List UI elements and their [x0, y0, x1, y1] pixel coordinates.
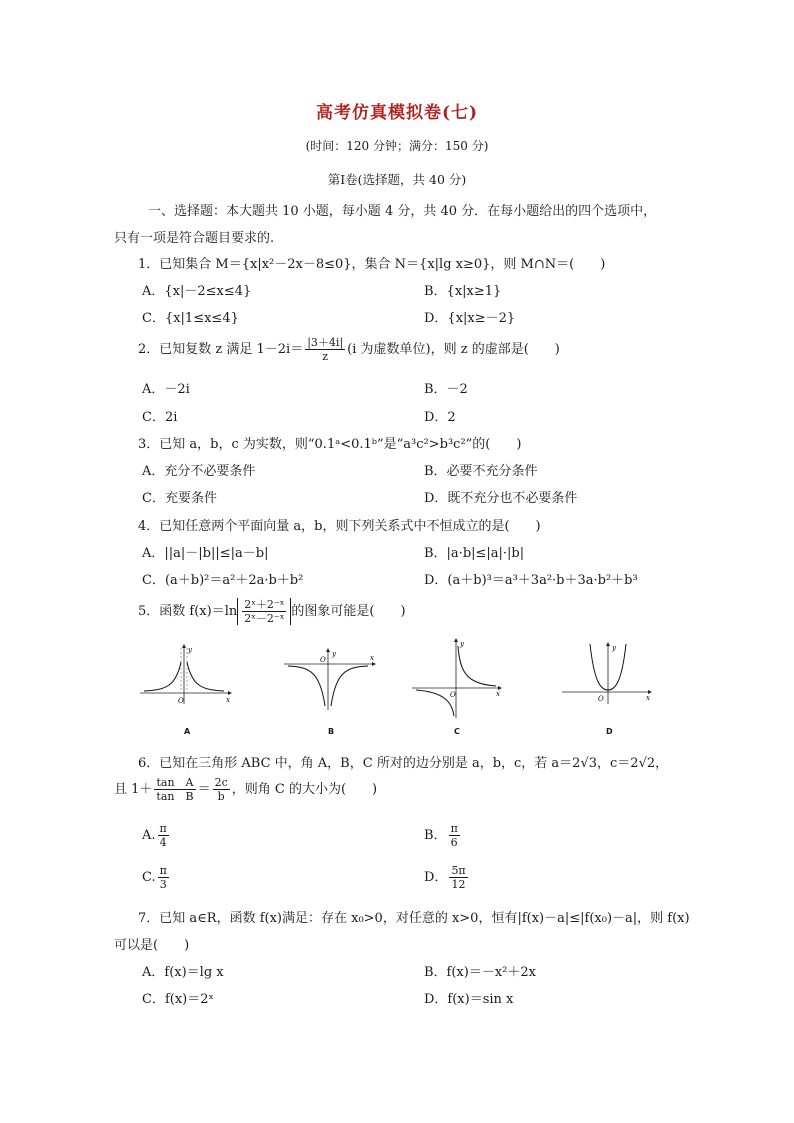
- q3-option-d: D．既不充分也不必要条件: [424, 491, 578, 506]
- q6-option-b: [424, 822, 462, 849]
- graph-a: [138, 642, 234, 706]
- q6-option-a: [142, 822, 171, 849]
- q7-option-b: B．f(x)＝－x²＋2x: [424, 965, 536, 980]
- q5-frac-num: 2ˣ＋2⁻ˣ: [244, 598, 285, 611]
- q6-pre: 且 1＋: [114, 782, 153, 797]
- graph-a-x-arrow: [228, 691, 232, 695]
- q5-stem: [138, 598, 406, 625]
- q5-abs-bars: [237, 598, 291, 625]
- q3-stem: 3．已知 a，b，c 为实数，则“0.1ᵃ<0.1ᵇ”是“a³c²>b³c²”的( ): [138, 437, 522, 452]
- q6-line-1: 6．已知在三角形 ABC 中，角 A，B，C 所对的边分别是 a，b，c，若 a＝2√3，c＝2√2，: [138, 756, 669, 771]
- graph-b-curve-right: [331, 666, 368, 706]
- graph-a-curve-right: [187, 662, 224, 691]
- page-title: 高考仿真模拟卷(七): [315, 103, 479, 123]
- q6-option-d: [424, 864, 470, 891]
- q7-line-2: 可以是( ): [114, 938, 190, 953]
- q5-stem-post: 的图象可能是( ): [291, 604, 406, 619]
- q2-frac-num: |3＋4i|: [307, 336, 344, 349]
- q6-c-den: 3: [159, 878, 167, 891]
- graph-c-origin: O: [450, 691, 456, 699]
- q2-option-c: C．2i: [142, 410, 178, 425]
- q1-option-b: B．{x|x≥1}: [424, 284, 502, 299]
- q2-stem-pre: 2．已知复数 z 满足 1－2i＝: [138, 342, 304, 357]
- q6-d-letter: D．: [424, 870, 448, 885]
- q6-a-letter: A.: [142, 828, 156, 843]
- graph-a-curve-left: [144, 662, 181, 691]
- graph-b-x-arrow: [372, 662, 376, 666]
- graph-c-curve-right: [458, 646, 496, 686]
- q6-frac2-num: 2c: [214, 776, 228, 789]
- q6-post: ，则角 C 的大小为( ): [231, 782, 378, 797]
- q2-option-b: B．－2: [424, 382, 468, 397]
- q4-option-b: B．|a·b|≤|a|·|b|: [424, 546, 525, 561]
- graph-c-label: C: [454, 727, 460, 736]
- q1-option-d: D．{x|x≥－2}: [424, 311, 516, 326]
- graph-b-x-label: x: [370, 654, 374, 662]
- q6-fraction-2c: [213, 776, 230, 803]
- q6-eq: ＝: [197, 782, 211, 797]
- q6-d-frac: [449, 864, 467, 891]
- graph-a-origin: O: [178, 697, 184, 705]
- q5-fraction: [242, 598, 286, 625]
- q4-option-c: C．(a＋b)²＝a²＋2a·b＋b²: [142, 573, 304, 588]
- graph-a-y-label: y: [188, 646, 192, 654]
- q4-option-d: D．(a＋b)³＝a³＋3a²·b＋3a·b²＋b³: [424, 573, 638, 588]
- q6-frac-den: tan B: [156, 790, 194, 803]
- q5-stem-pre: 5．函数 f(x)＝ln: [138, 604, 238, 619]
- q1-option-a: A．{x|－2≤x≤4}: [142, 284, 252, 299]
- graph-b-label: B: [328, 727, 335, 736]
- q7-option-c: C．f(x)＝2ˣ: [142, 992, 215, 1007]
- graph-d-y-arrow: [606, 642, 610, 646]
- graph-c: [410, 636, 506, 720]
- graph-a-label: A: [184, 727, 191, 736]
- graph-b-origin: O: [320, 656, 326, 664]
- q6-line-2: [114, 776, 377, 803]
- q6-a-frac: [158, 822, 169, 849]
- exam-meta: (时间：120 分钟；满分：150 分): [305, 139, 489, 153]
- graph-b-y-label: y: [332, 650, 336, 658]
- q6-a-den: 4: [159, 836, 167, 849]
- graph-b: [282, 646, 378, 712]
- graph-d-y-label: y: [612, 644, 616, 652]
- graph-d-origin: O: [598, 695, 604, 703]
- graph-a-x-label: x: [226, 696, 230, 704]
- q1-stem: 1．已知集合 M＝{x|x²－2x－8≤0}，集合 N＝{x|lg x≥0}，则 M∩N＝( ): [138, 257, 606, 272]
- q6-b-num: π: [450, 822, 458, 835]
- q3-option-c: C．充要条件: [142, 491, 217, 506]
- graph-d-label: D: [606, 727, 613, 736]
- graph-a-y-arrow: [182, 644, 186, 648]
- q3-option-a: A．充分不必要条件: [142, 464, 256, 479]
- part-heading: 第Ⅰ卷(选择题，共 40 分): [327, 172, 467, 187]
- q6-a-num: π: [159, 822, 167, 835]
- q6-d-num: 5π: [451, 864, 466, 877]
- q4-option-a: A．||a|－|b||≤|a－b|: [142, 546, 269, 561]
- q2-fraction: [305, 336, 345, 363]
- q6-frac2-den: b: [217, 790, 225, 803]
- q6-option-c: [142, 864, 171, 891]
- graph-b-y-arrow: [326, 648, 330, 652]
- q6-fraction-tan: [154, 776, 195, 803]
- q3-option-b: B．必要不充分条件: [424, 464, 538, 479]
- q6-c-num: π: [159, 864, 167, 877]
- q7-option-d: D．f(x)＝sin x: [424, 992, 514, 1007]
- q6-b-den: 6: [450, 836, 458, 849]
- q6-b-frac: [449, 822, 460, 849]
- q6-c-frac: [158, 864, 169, 891]
- intro-line-1: 一、选择题：本大题共 10 小题，每小题 4 分，共 40 分．在每小题给出的四个选项中，: [148, 204, 657, 219]
- graph-d-x-label: x: [646, 694, 650, 702]
- q1-option-c: C．{x|1≤x≤4}: [142, 311, 239, 326]
- q6-d-den: 12: [451, 878, 466, 891]
- q5-frac-den: 2ˣ－2⁻ˣ: [244, 612, 285, 625]
- q2-option-a: A．－2i: [142, 382, 190, 397]
- q2-frac-den: z: [322, 350, 329, 363]
- q7-line-1: 7．已知 a∈R，函数 f(x)满足：存在 x₀>0，对任意的 x>0，恒有|f(x)－a|≤|f(x₀)－a|，则 f(x): [138, 911, 690, 926]
- graph-b-curve-left: [288, 666, 325, 706]
- q2-option-d: D．2: [424, 410, 456, 425]
- graph-d: [560, 640, 656, 706]
- q4-stem: 4．已知任意两个平面向量 a，b，则下列关系式中不恒成立的是( ): [138, 519, 541, 534]
- graph-c-y-arrow: [454, 638, 458, 642]
- q6-frac-num: tan A: [154, 776, 195, 790]
- q6-b-letter: B．: [424, 828, 447, 843]
- graph-c-y-label: y: [460, 640, 464, 648]
- graph-c-curve-left: [416, 690, 454, 716]
- q2-stem: [138, 336, 560, 363]
- q2-stem-post: (i 为虚数单位)，则 z 的虚部是( ): [347, 342, 560, 357]
- q7-option-a: A．f(x)＝lg x: [142, 965, 224, 980]
- q6-c-letter: C.: [142, 870, 156, 885]
- intro-line-2: 只有一项是符合题目要求的.: [114, 231, 275, 246]
- graph-c-x-label: x: [496, 690, 500, 698]
